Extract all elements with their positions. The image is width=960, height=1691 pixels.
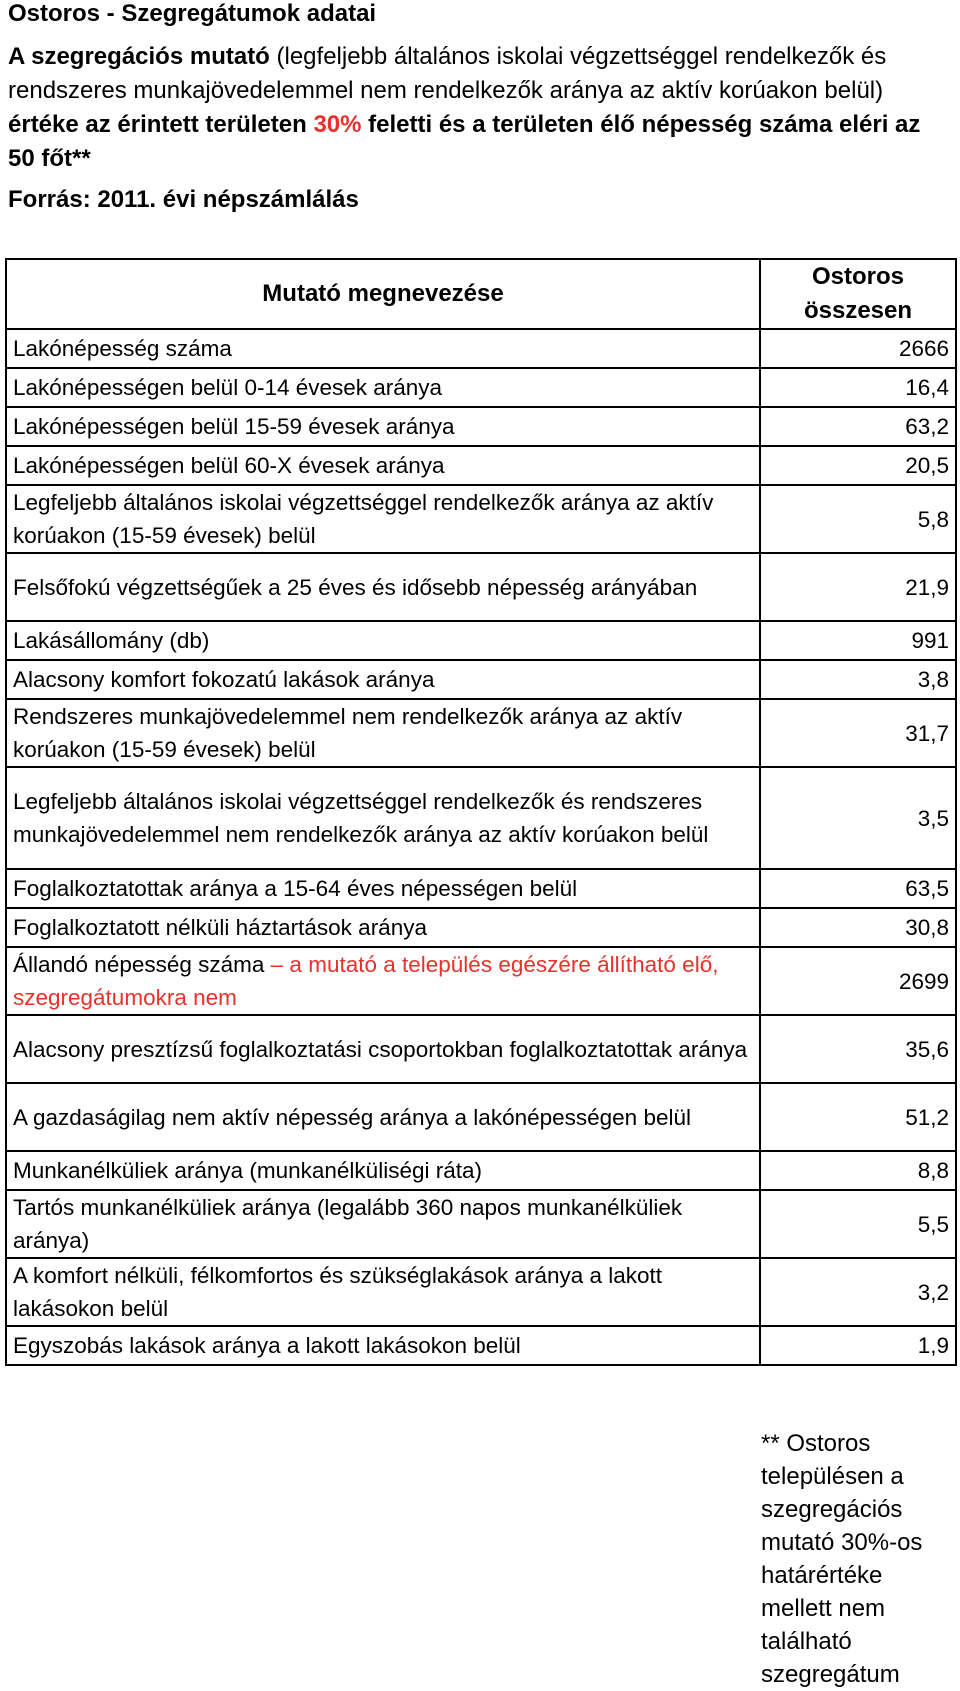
row-label: Lakónépességen belül 60-X évesek aránya bbox=[6, 446, 760, 485]
intro-condition-end: feletti és a területen élő népesség száma eléri az 50 főt** bbox=[8, 111, 921, 172]
intro-condition: értéke az érintett területen bbox=[8, 111, 314, 138]
row-value: 991 bbox=[760, 621, 956, 660]
row-label: Alacsony presztízsű foglalkoztatási csoportokban foglalkoztatottak aránya bbox=[6, 1015, 760, 1083]
intro-paragraph bbox=[8, 40, 953, 176]
table-row bbox=[6, 368, 956, 407]
table-row bbox=[6, 767, 956, 869]
row-label: Lakónépesség száma bbox=[6, 329, 760, 368]
row-label: Egyszobás lakások aránya a lakott lakásokon belül bbox=[6, 1326, 760, 1365]
row-value: 31,7 bbox=[760, 699, 956, 767]
table-row bbox=[6, 1015, 956, 1083]
row-label: Munkanélküliek aránya (munkanélküliségi ráta) bbox=[6, 1151, 760, 1190]
row-label: Foglalkoztatottak aránya a 15-64 éves népességen belül bbox=[6, 869, 760, 908]
row-value: 8,8 bbox=[760, 1151, 956, 1190]
table-row bbox=[6, 485, 956, 553]
intro-definition: (legfeljebb általános iskolai végzettséggel rendelkezők és rendszeres munkajövedelemmel nem rendelkezők aránya az aktív korúakon belül) bbox=[8, 43, 887, 104]
intro-term: A szegregációs mutató bbox=[8, 43, 270, 70]
row-value: 1,9 bbox=[760, 1326, 956, 1365]
row-value: 63,2 bbox=[760, 407, 956, 446]
row-value: 21,9 bbox=[760, 553, 956, 621]
row-label: Rendszeres munkajövedelemmel nem rendelkezők aránya az aktív korúakon (15-59 évesek) belül bbox=[6, 699, 760, 767]
header-value-line2: összesen bbox=[803, 297, 913, 324]
table-row bbox=[6, 329, 956, 368]
row-label: Foglalkoztatott nélküli háztartások aránya bbox=[6, 908, 760, 947]
table-row bbox=[6, 407, 956, 446]
table-row bbox=[6, 1190, 956, 1258]
row-value: 3,2 bbox=[760, 1258, 956, 1326]
row-value: 3,5 bbox=[760, 767, 956, 869]
row-label-red-note: – a mutató a település egészére állítható elő, szegregátumokra nem bbox=[13, 952, 719, 1010]
header-value bbox=[760, 259, 956, 329]
row-value: 5,8 bbox=[760, 485, 956, 553]
row-value: 2666 bbox=[760, 329, 956, 368]
row-label: Legfeljebb általános iskolai végzettséggel rendelkezők és rendszeres munkajövedelemmel nem rendelkezők aránya az aktív korúakon belül bbox=[6, 767, 760, 869]
row-value: 3,8 bbox=[760, 660, 956, 699]
row-value: 5,5 bbox=[760, 1190, 956, 1258]
table-row bbox=[6, 621, 956, 660]
table-row bbox=[6, 1258, 956, 1326]
table-row bbox=[6, 1083, 956, 1151]
header-value-line1: Ostoros bbox=[811, 263, 904, 290]
row-label: Lakásállomány (db) bbox=[6, 621, 760, 660]
row-value: 51,2 bbox=[760, 1083, 956, 1151]
table-row bbox=[6, 1151, 956, 1190]
row-label: Lakónépességen belül 0-14 évesek aránya bbox=[6, 368, 760, 407]
row-value: 30,8 bbox=[760, 908, 956, 947]
row-label: Állandó népesség száma bbox=[13, 952, 271, 977]
row-label: Lakónépességen belül 15-59 évesek aránya bbox=[6, 407, 760, 446]
table-row bbox=[6, 947, 956, 1015]
table-row bbox=[6, 446, 956, 485]
row-label-with-note bbox=[6, 947, 760, 1015]
table-row bbox=[6, 553, 956, 621]
table-row bbox=[6, 869, 956, 908]
row-label: A gazdaságilag nem aktív népesség aránya a lakónépességen belül bbox=[6, 1083, 760, 1151]
row-value: 35,6 bbox=[760, 1015, 956, 1083]
row-value: 20,5 bbox=[760, 446, 956, 485]
indicator-table bbox=[5, 258, 957, 1366]
header-indicator-name: Mutató megnevezése bbox=[6, 259, 760, 329]
table-row bbox=[6, 660, 956, 699]
row-label: Tartós munkanélküliek aránya (legalább 360 napos munkanélküliek aránya) bbox=[6, 1190, 760, 1258]
intro-threshold: 30% bbox=[313, 111, 362, 138]
footnote: ** Ostoros településen a szegregációs mutató 30%-os határértéke mellett nem található szegregátum bbox=[761, 1430, 923, 1688]
row-label: A komfort nélküli, félkomfortos és szükséglakások aránya a lakott lakásokon belül bbox=[6, 1258, 760, 1326]
page-title: Ostoros - Szegregátumok adatai bbox=[8, 0, 377, 27]
row-label: Legfeljebb általános iskolai végzettséggel rendelkezők aránya az aktív korúakon (15-59 évesek) belül bbox=[6, 485, 760, 553]
row-label: Felsőfokú végzettségűek a 25 éves és idősebb népesség arányában bbox=[6, 553, 760, 621]
table-header-row bbox=[6, 259, 956, 329]
row-value: 2699 bbox=[760, 947, 956, 1015]
source-line: Forrás: 2011. évi népszámlálás bbox=[8, 186, 359, 213]
table-row bbox=[6, 1326, 956, 1365]
table-row bbox=[6, 908, 956, 947]
row-value: 63,5 bbox=[760, 869, 956, 908]
table-row bbox=[6, 699, 956, 767]
row-label: Alacsony komfort fokozatú lakások aránya bbox=[6, 660, 760, 699]
row-value: 16,4 bbox=[760, 368, 956, 407]
